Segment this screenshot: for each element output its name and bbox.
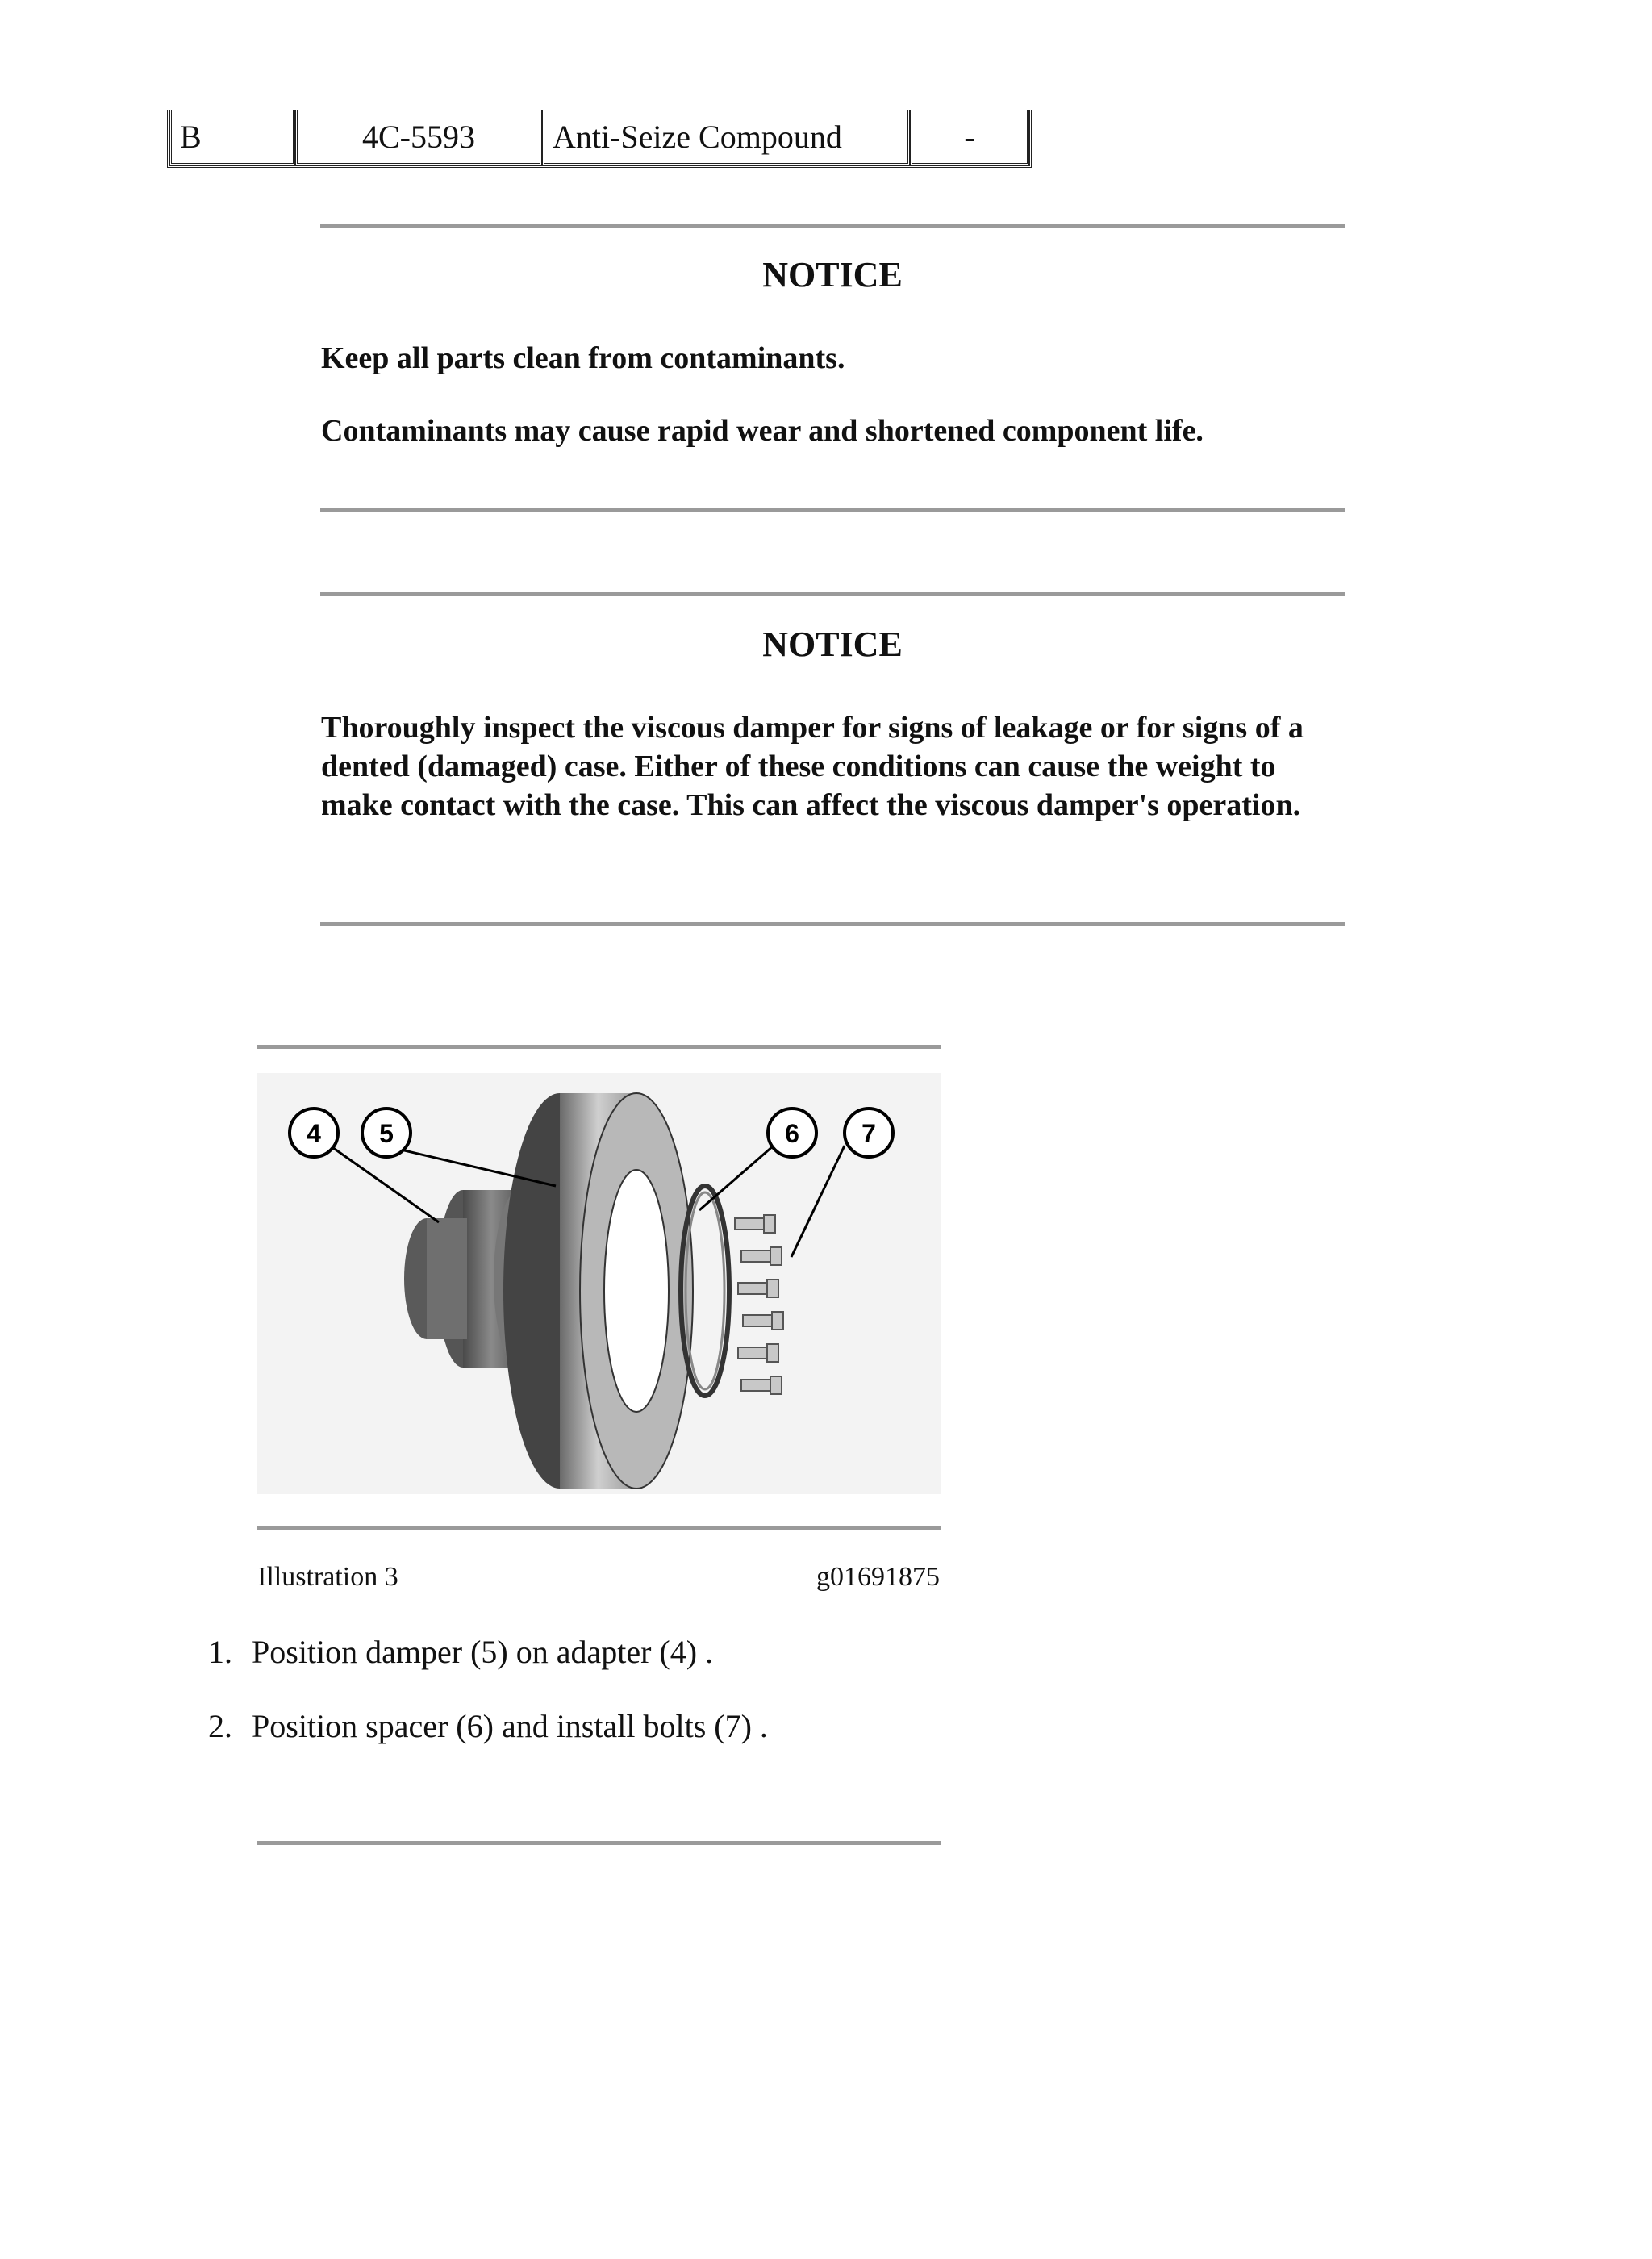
divider: [257, 1526, 941, 1530]
procedure-steps: [208, 1633, 768, 1781]
illustration-id: g01691875: [816, 1562, 940, 1592]
callout-6: [768, 1109, 816, 1157]
step-text: Position spacer (6) and install bolts (7) .: [252, 1708, 768, 1744]
divider: [320, 508, 1345, 512]
divider: [320, 224, 1345, 228]
divider: [320, 592, 1345, 596]
callout-5: [362, 1109, 411, 1157]
callout-4: [290, 1109, 338, 1157]
list-item: [208, 1707, 768, 1781]
notice-title: NOTICE: [762, 255, 903, 294]
step-text: Position damper (5) on adapter (4) .: [252, 1634, 714, 1670]
svg-text:4: 4: [307, 1119, 321, 1148]
divider: [320, 922, 1345, 926]
step-number: 2.: [208, 1708, 232, 1744]
notice-text: Contaminants may cause rapid wear and shortened component life.: [321, 414, 1204, 448]
divider: [257, 1841, 941, 1845]
notice-text: Thoroughly inspect the viscous damper for signs of leakage or for signs of a dented (damaged) case. Either of these conditions can cause the weight to make contact with the case. This can affect the viscous damper's operation.: [321, 711, 1304, 822]
part-number-cell: 4C-5593: [295, 110, 542, 165]
divider: [257, 1045, 941, 1049]
svg-text:7: 7: [861, 1119, 876, 1148]
table-row: [169, 110, 1029, 165]
damper-illustration: [257, 1073, 941, 1494]
description-cell: Anti-Seize Compound: [542, 110, 910, 165]
parts-table: [167, 110, 1032, 168]
damper: [503, 1093, 693, 1489]
svg-text:5: 5: [379, 1119, 394, 1148]
list-item: [208, 1633, 768, 1707]
qty-cell: -: [910, 110, 1029, 165]
damper-exploded-view: [257, 1073, 941, 1494]
callout-7: [845, 1109, 893, 1157]
bolts: [735, 1215, 783, 1394]
notice-text: Keep all parts clean from contaminants.: [321, 341, 845, 375]
illustration-caption: Illustration 3: [257, 1562, 398, 1592]
step-number: 1.: [208, 1634, 232, 1670]
svg-text:6: 6: [785, 1119, 799, 1148]
notice-title: NOTICE: [762, 624, 903, 664]
item-cell: B: [169, 110, 295, 165]
